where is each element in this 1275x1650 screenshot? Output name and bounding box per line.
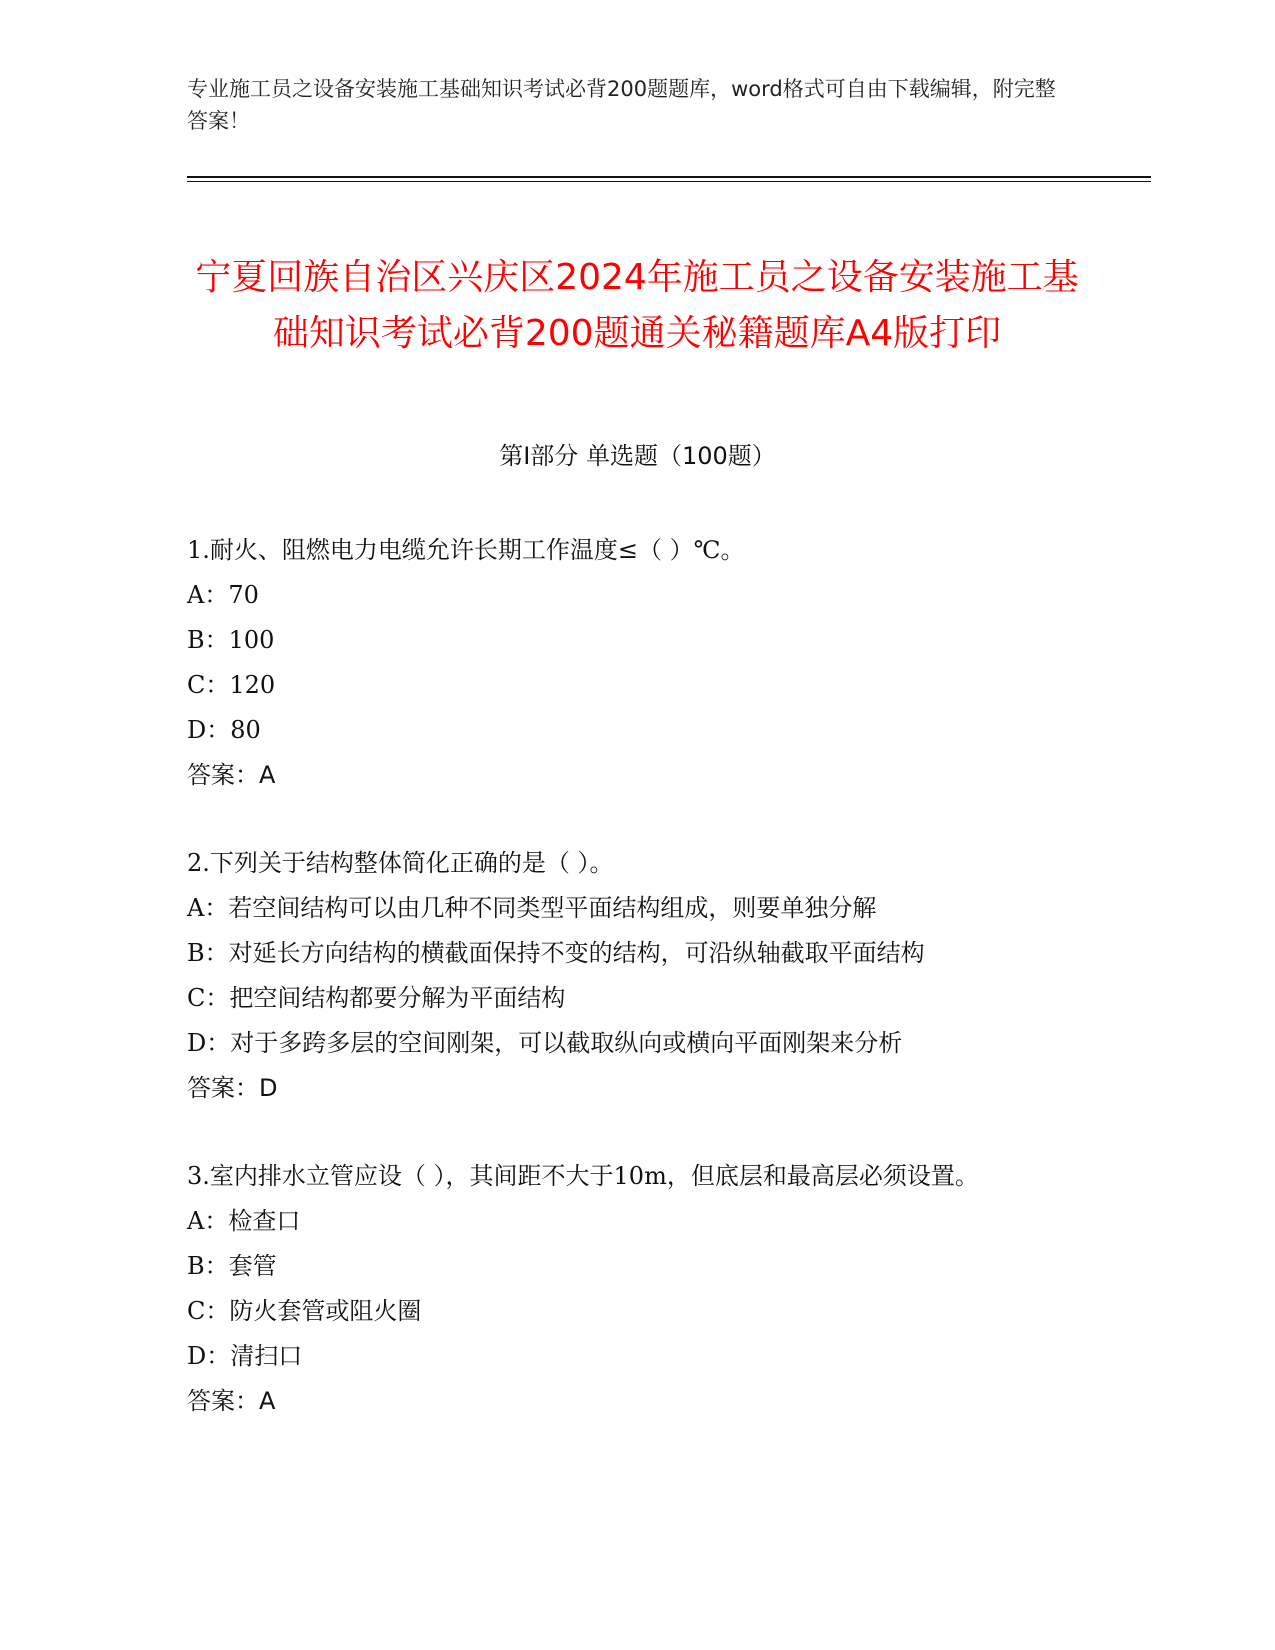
question-2 bbox=[187, 841, 1087, 1111]
option-b: B：100 bbox=[187, 626, 275, 654]
option-d: D：80 bbox=[187, 716, 261, 744]
header-divider bbox=[187, 176, 1151, 178]
option-c: C：把空间结构都要分解为平面结构 bbox=[187, 984, 566, 1012]
question-stem: 3.室内排水立管应设（ ），其间距不大于10m，但底层和最高层必须设置。 bbox=[187, 1162, 979, 1190]
document-title: 宁夏回族自治区兴庆区2024年施工员之设备安装施工基础知识考试必背200题通关秘籍题库A4版打印 bbox=[195, 257, 1079, 355]
option-a: A：若空间结构可以由几种不同类型平面结构组成，则要单独分解 bbox=[187, 894, 877, 922]
header-note: 专业施工员之设备安装施工基础知识考试必背200题题库，word格式可自由下载编辑，附完整答案！ bbox=[187, 77, 1056, 133]
option-b: B：对延长方向结构的横截面保持不变的结构，可沿纵轴截取平面结构 bbox=[187, 939, 925, 967]
answer: 答案：A bbox=[187, 1387, 276, 1415]
answer: 答案：A bbox=[187, 761, 276, 789]
option-c: C：防火套管或阻火圈 bbox=[187, 1297, 422, 1325]
header-divider-thin bbox=[187, 181, 1151, 182]
question-stem: 2.下列关于结构整体简化正确的是（ ）。 bbox=[187, 849, 614, 877]
answer: 答案：D bbox=[187, 1074, 278, 1102]
option-c: C：120 bbox=[187, 671, 276, 699]
section-heading: 第I部分 单选题（100题） bbox=[499, 442, 776, 470]
question-stem: 1.耐火、阻燃电力电缆允许长期工作温度≤（ ）℃。 bbox=[187, 536, 745, 564]
option-a: A：检查口 bbox=[187, 1207, 301, 1235]
option-b: B：套管 bbox=[187, 1252, 277, 1280]
option-a: A：70 bbox=[187, 581, 259, 609]
question-1 bbox=[187, 528, 1087, 798]
option-d: D：清扫口 bbox=[187, 1342, 303, 1370]
option-d: D：对于多跨多层的空间刚架，可以截取纵向或横向平面刚架来分析 bbox=[187, 1029, 903, 1057]
question-3 bbox=[187, 1154, 1087, 1424]
question-list bbox=[187, 528, 1087, 1467]
